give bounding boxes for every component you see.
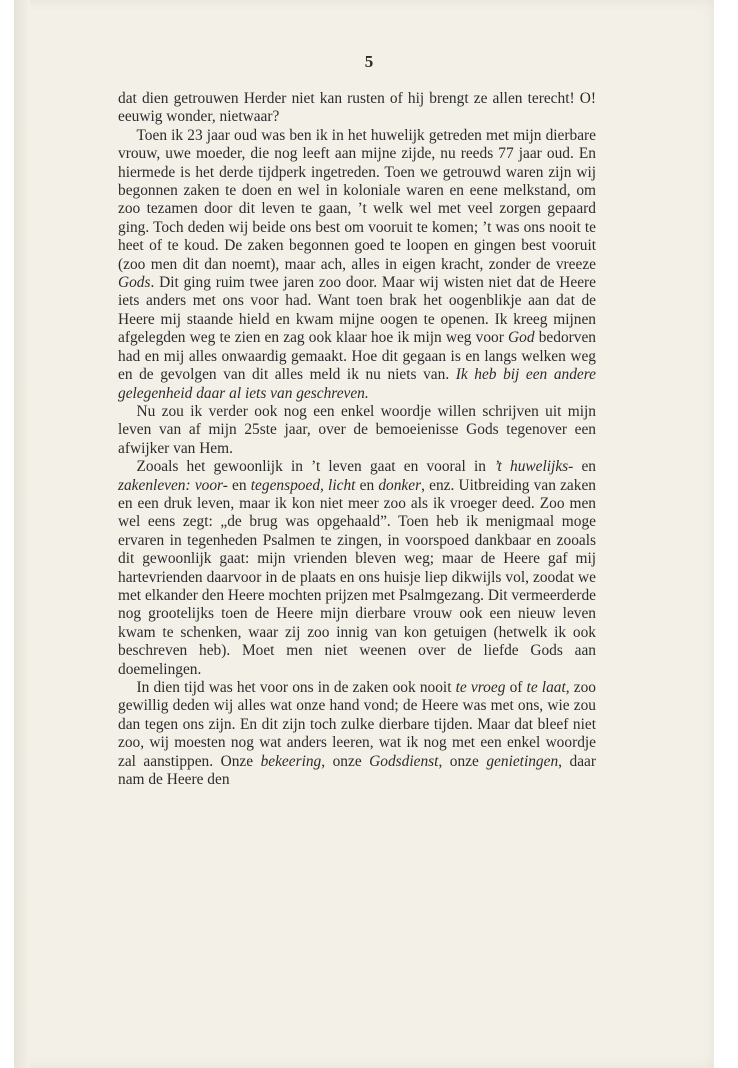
- text-run: dat dien getrouwen Herder niet kan rusten of hij brengt ze allen terecht! O! eeuwig wonder, nietwaar?: [118, 90, 596, 126]
- italic-text-run: Godsdienst: [369, 752, 439, 770]
- text-run: , daar nam de Heere den: [118, 752, 596, 789]
- italic-text-run: te vroeg: [455, 679, 506, 696]
- paragraph-1: [118, 90, 596, 127]
- italic-text-run: zakenleven: voor-: [118, 476, 228, 494]
- body-text: [118, 90, 596, 789]
- text-run: en: [573, 458, 596, 476]
- italic-text-run: genietingen: [486, 752, 559, 770]
- text-run: Zooals het gewoonlijk in ’t leven gaat en vooral in: [136, 458, 495, 476]
- italic-text-run: God: [508, 329, 535, 347]
- italic-text-run: ’t huwelijks-: [494, 458, 574, 476]
- text-run: Nu zou ik verder ook nog een enkel woordje willen schrijven uit mijn leven van af mijn 25ste jaar, over de bemoeienisse Gods tegenover een afwijker van Hem.: [118, 402, 596, 457]
- text-run: . Dit ging ruim twee jaren zoo door. Maar wij wisten niet dat de Heere iets anders met ons voor had. Want toen brak het oogenblikje aan dat de Heere mij staande hield en kwam mijne oogen te openen. Ik kreeg mijnen afgelegden weg te zien en zag ook klaar hoe ik mijn weg voor: [118, 274, 596, 347]
- page-spine-shadow: [14, 0, 30, 1068]
- italic-text-run: tegenspoed, licht: [250, 476, 356, 494]
- page-number: 5: [364, 52, 374, 71]
- text-run: , onze: [438, 752, 487, 770]
- italic-text-run: bekeering: [260, 752, 322, 770]
- text-run: , zoo gewillig deden wij alles wat onze hand vond; de Heere was met ons, wie zou dan tegen ons zijn. En dit zijn toch zulke dierbare tijden. Maar dat bleef niet zoo, wij moesten nog wat anders leeren, wat ik nog met een enkel woordje zal aanstippen. Onze: [118, 679, 596, 770]
- text-run: Toen ik 23 jaar oud was ben ik in het huwelijk getreden met mijn dierbare vrouw, uwe moeder, die nog leeft aan mijne zijde, nu reeds 77 jaar oud. En hiermede is het derde tijdperk ingetreden. Toen we getrouwd waren zijn wij begonnen zaken te doen en wel in koloniale waren en eene melkstand, om zoo tezamen door dit leven te gaan, ’t welk wel met veel zorgen gepaard ging. Toch deden wij beide ons best om vooruit te komen; ’t was ons nooit te heet of te koud. De zaken begonnen goed te loopen en gingen best vooruit (zoo men dit dan noemt), maar ach, alles in eigen kracht, zonder de vreeze: [118, 126, 596, 273]
- text-run: en: [227, 476, 251, 494]
- text-run: , enz. Uitbreiding van zaken en een druk leven, maar ik kon niet meer zoo als ik vroeger deed. Zoo men wel eens zegt: „de brug was opgehaald”. Toen heb ik menigmaal moge ervaren in tegenheden Psalmen te zingen, in voorspoed dankbaar en zooals dit gewoonlijk gaat: mijn vrienden bleven weg; maar de Heere gaf mij hartevrienden daarvoor in de plaats en ons huisje liep dikwijls vol, zoodat we met elkander den Heere mochten prijzen met Psalmgezang. Dit vermeerderde nog grootelijks toen de Heere mijn dierbare vrouw ook een nieuw leven kwam te schenken, waar zij zoo innig van kon getuigen (hetwelk ik ook beschreven heb). Moet men niet weenen over de liefde Gods aan doemelingen.: [118, 476, 596, 678]
- italic-text-run: Gods: [118, 274, 151, 292]
- paragraph-5: [118, 679, 596, 789]
- paragraph-2: [118, 127, 596, 403]
- text-run: In dien tijd was het voor ons in de zaken ook nooit: [136, 679, 456, 696]
- paragraph-4: [118, 458, 596, 679]
- text-run: bedorven had en mij alles onwaardig gemaakt. Hoe dit gegaan is en langs welken weg en de gevolgen van dit alles meld ik nu niets van.: [118, 329, 596, 384]
- text-run: of: [505, 679, 527, 696]
- text-run: , onze: [321, 752, 370, 770]
- paragraph-3: [118, 403, 596, 458]
- text-run: en: [355, 476, 379, 494]
- italic-text-run: donker: [378, 476, 422, 494]
- italic-text-run: Ik heb bij een andere gelegenheid daar al iets van geschreven.: [118, 366, 596, 402]
- italic-text-run: te laat: [526, 679, 566, 696]
